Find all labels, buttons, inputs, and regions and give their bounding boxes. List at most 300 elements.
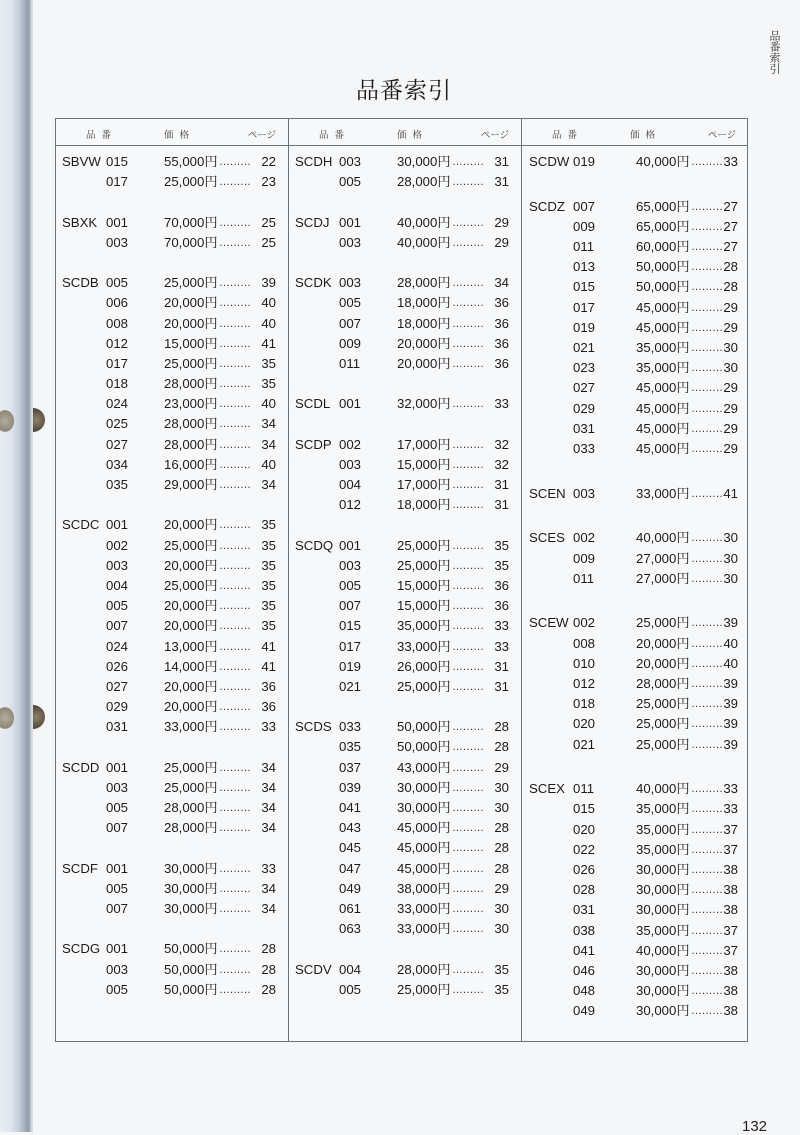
item-price: [164, 213, 218, 233]
index-entry: [522, 941, 748, 961]
item-number: 027: [573, 380, 596, 396]
item-price: [636, 941, 690, 961]
page-reference: 33: [261, 719, 276, 735]
page-reference: 34: [261, 880, 276, 896]
price-value: 28,000: [164, 820, 205, 836]
page-reference: 40: [261, 315, 276, 331]
dot-leader: ………: [452, 458, 484, 471]
index-entry: [289, 172, 521, 192]
currency-yen: 円: [676, 861, 690, 877]
price-value: 33,000: [397, 921, 438, 937]
page-reference: 28: [494, 739, 509, 755]
dot-leader: ………: [452, 479, 484, 491]
index-entry: [522, 1001, 748, 1021]
currency-yen: 円: [676, 380, 690, 396]
index-entry: [289, 273, 521, 293]
index-entry: [56, 455, 288, 475]
currency-yen: 円: [204, 477, 218, 492]
index-entry: [289, 616, 521, 636]
currency-yen: 円: [204, 355, 218, 371]
dot-leader: ………: [452, 600, 484, 613]
item-price: [397, 273, 451, 293]
dot-leader: ………: [219, 418, 251, 431]
page-reference: 33: [723, 801, 738, 817]
item-price: [636, 714, 690, 734]
currency-yen: 円: [676, 1003, 690, 1019]
currency-yen: 円: [437, 719, 451, 735]
item-number: 003: [106, 557, 129, 573]
index-entry: [289, 233, 521, 253]
item-number: 038: [573, 922, 596, 938]
item-price: [164, 899, 218, 919]
series-code: SCDF: [62, 860, 98, 876]
header-code: 品番: [86, 130, 118, 141]
item-price: [636, 298, 690, 318]
currency-yen: 円: [437, 961, 451, 977]
price-value: 30,000: [636, 902, 677, 918]
page-reference: 40: [261, 295, 276, 311]
dot-leader: ………: [691, 924, 723, 937]
item-price: [636, 358, 690, 378]
currency-yen: 円: [437, 355, 451, 371]
index-entry: [56, 697, 288, 717]
page-reference: 23: [261, 174, 276, 190]
dot-leader: ………: [691, 698, 723, 711]
index-entry: [522, 779, 748, 799]
page-reference: 29: [723, 299, 738, 315]
currency-yen: 円: [676, 299, 690, 315]
dot-leader: ………: [452, 660, 484, 673]
price-value: 28,000: [636, 675, 677, 691]
item-price: [636, 961, 690, 981]
price-value: 30,000: [397, 800, 438, 815]
page-reference: 28: [723, 279, 738, 295]
index-entry: [289, 980, 521, 1000]
price-value: 40,000: [397, 234, 438, 250]
price-value: 25,000: [164, 275, 205, 291]
price-value: 15,000: [397, 577, 438, 593]
price-value: 14,000: [164, 658, 205, 674]
index-entry: [522, 674, 748, 694]
item-price: [164, 515, 218, 535]
dot-leader: ………: [219, 156, 251, 168]
price-value: 35,000: [397, 618, 438, 634]
page-reference: 29: [494, 880, 509, 896]
currency-yen: 円: [437, 779, 451, 795]
currency-yen: 円: [437, 800, 451, 815]
currency-yen: 円: [204, 719, 218, 735]
price-value: 50,000: [397, 739, 438, 755]
currency-yen: 円: [204, 638, 218, 654]
currency-yen: 円: [437, 214, 451, 230]
price-value: 45,000: [397, 840, 438, 856]
page-reference: 35: [261, 517, 276, 533]
series-code: SCEW: [529, 615, 569, 631]
item-price: [164, 980, 218, 1000]
page-reference: 33: [723, 154, 738, 169]
index-entry: [522, 439, 748, 459]
index-entry: [289, 758, 521, 778]
index-entry: [522, 714, 748, 734]
item-number: 004: [339, 477, 362, 492]
index-entry: [522, 880, 748, 900]
dot-leader: ………: [452, 156, 484, 168]
item-number: 043: [339, 820, 362, 836]
dot-leader: ………: [219, 216, 251, 229]
page-reference: 29: [494, 759, 509, 775]
dot-leader: ………: [219, 963, 251, 976]
page-reference: 37: [723, 841, 738, 857]
dot-leader: ………: [452, 741, 484, 754]
side-index-tab[interactable]: 品番索引: [768, 30, 780, 74]
price-value: 28,000: [397, 174, 438, 190]
index-entry: [289, 818, 521, 838]
page-reference: 29: [723, 440, 738, 456]
currency-yen: 円: [437, 315, 451, 331]
dot-leader: ………: [691, 718, 723, 731]
currency-yen: 円: [676, 218, 690, 234]
index-entry: [289, 314, 521, 334]
currency-yen: 円: [204, 335, 218, 351]
item-number: 033: [339, 719, 362, 735]
dot-leader: ………: [219, 902, 251, 915]
item-number: 011: [339, 355, 361, 371]
dot-leader: ………: [452, 499, 484, 512]
index-entry: [56, 818, 288, 838]
group-spacer: [289, 515, 521, 535]
page-reference: 35: [261, 355, 276, 371]
part-number-index-table: [55, 118, 748, 1042]
item-price: [397, 172, 451, 192]
page-reference: 34: [261, 477, 276, 492]
price-value: 45,000: [397, 820, 438, 836]
price-value: 25,000: [164, 779, 205, 795]
currency-yen: 円: [204, 174, 218, 190]
page-reference: 35: [261, 618, 276, 634]
item-number: 007: [106, 900, 129, 916]
group-spacer: [56, 192, 288, 212]
page-reference: 40: [261, 456, 276, 472]
item-price: [397, 778, 451, 798]
dot-leader: ………: [691, 843, 723, 856]
item-price: [636, 528, 690, 548]
dot-leader: ………: [452, 963, 484, 976]
index-entry: [289, 596, 521, 616]
item-number: 003: [106, 234, 129, 250]
item-number: 011: [573, 570, 595, 586]
dot-leader: ………: [219, 398, 251, 411]
currency-yen: 円: [676, 440, 690, 456]
price-value: 15,000: [397, 456, 438, 472]
index-entry: [522, 378, 748, 398]
index-entry: [289, 657, 521, 677]
index-entry: [522, 799, 748, 819]
dot-leader: ………: [452, 640, 484, 653]
item-price: [397, 495, 451, 515]
price-value: 20,000: [636, 655, 677, 671]
item-number: 009: [573, 550, 596, 566]
price-value: 28,000: [164, 800, 205, 815]
group-spacer: [56, 838, 288, 858]
price-value: 25,000: [397, 981, 438, 997]
item-price: [636, 217, 690, 237]
item-price: [397, 838, 451, 858]
item-price: [636, 338, 690, 358]
page-reference: 38: [723, 861, 738, 877]
page-reference: 32: [494, 436, 509, 452]
page-reference: 29: [723, 420, 738, 436]
item-price: [636, 880, 690, 900]
dot-leader: ………: [219, 438, 251, 451]
item-number: 005: [106, 598, 129, 614]
item-price: [164, 657, 218, 677]
page-reference: 35: [494, 557, 509, 573]
dot-leader: ………: [691, 904, 723, 917]
index-entry: [56, 596, 288, 616]
currency-yen: 円: [676, 736, 690, 752]
series-code: SCDS: [295, 719, 332, 735]
item-number: 005: [339, 577, 362, 593]
index-entry: [522, 257, 748, 277]
index-entry: [289, 778, 521, 798]
index-entry: [522, 152, 748, 172]
dot-leader: ………: [452, 781, 484, 794]
page-reference: 38: [723, 962, 738, 978]
currency-yen: 円: [676, 400, 690, 416]
currency-yen: 円: [437, 234, 451, 250]
dot-leader: ………: [452, 398, 484, 411]
index-entry: [56, 939, 288, 959]
dot-leader: ………: [219, 236, 251, 249]
item-number: 012: [106, 335, 129, 351]
page-reference: 30: [494, 779, 509, 795]
dot-leader: ………: [219, 721, 251, 734]
page-reference: 28: [723, 259, 738, 275]
page-reference: 25: [261, 234, 276, 250]
item-price: [636, 197, 690, 217]
page-reference: 35: [494, 981, 509, 997]
currency-yen: 円: [676, 696, 690, 712]
price-value: 20,000: [397, 335, 438, 351]
item-number: 023: [573, 360, 596, 376]
item-number: 041: [339, 800, 362, 815]
group-spacer: [289, 374, 521, 394]
index-entry: [522, 338, 748, 358]
index-entry: [289, 737, 521, 757]
dot-leader: ………: [219, 701, 251, 714]
item-number: 031: [573, 902, 596, 918]
price-value: 50,000: [636, 259, 677, 275]
item-price: [397, 717, 451, 737]
dot-leader: ………: [219, 539, 251, 552]
currency-yen: 円: [437, 174, 451, 190]
item-number: 061: [339, 900, 362, 916]
group-spacer: [289, 253, 521, 273]
item-number: 003: [573, 485, 596, 501]
currency-yen: 円: [204, 658, 218, 674]
price-value: 38,000: [397, 880, 438, 896]
item-price: [397, 758, 451, 778]
price-value: 45,000: [397, 860, 438, 876]
currency-yen: 円: [437, 477, 451, 492]
page-reference: 39: [723, 615, 738, 631]
index-entry: [522, 419, 748, 439]
price-value: 25,000: [636, 716, 677, 732]
price-value: 25,000: [164, 355, 205, 371]
header-code: 品番: [552, 130, 584, 141]
dot-leader: ………: [219, 458, 251, 471]
series-code: SCDB: [62, 275, 99, 291]
item-price: [636, 921, 690, 941]
item-price: [636, 237, 690, 257]
index-entry: [56, 374, 288, 394]
item-number: 009: [339, 335, 362, 351]
item-price: [636, 419, 690, 439]
price-value: 15,000: [164, 335, 205, 351]
item-number: 024: [106, 638, 129, 654]
item-number: 031: [106, 719, 129, 735]
price-value: 30,000: [397, 779, 438, 795]
currency-yen: 円: [676, 360, 690, 376]
dot-leader: ………: [219, 620, 251, 633]
currency-yen: 円: [204, 699, 218, 715]
page-reference: 34: [261, 820, 276, 836]
item-price: [397, 293, 451, 313]
currency-yen: 円: [437, 335, 451, 351]
item-price: [397, 677, 451, 697]
item-number: 003: [106, 961, 129, 977]
currency-yen: 円: [676, 154, 690, 169]
item-price: [164, 394, 218, 414]
page-reference: 33: [494, 638, 509, 654]
index-entry: [56, 314, 288, 334]
item-number: 008: [106, 315, 129, 331]
index-entry: [289, 435, 521, 455]
page-reference: 36: [494, 355, 509, 371]
series-code: SCES: [529, 530, 565, 546]
currency-yen: 円: [437, 840, 451, 856]
item-number: 017: [106, 355, 129, 371]
price-value: 25,000: [397, 537, 438, 553]
currency-yen: 円: [676, 922, 690, 938]
item-number: 029: [106, 699, 129, 715]
index-entry: [56, 576, 288, 596]
index-entry: [289, 556, 521, 576]
item-number: 027: [106, 436, 129, 452]
currency-yen: 円: [676, 198, 690, 214]
series-code: SCDL: [295, 396, 331, 412]
price-value: 18,000: [397, 497, 438, 513]
currency-yen: 円: [437, 880, 451, 896]
item-number: 008: [573, 635, 596, 651]
dot-leader: ………: [219, 378, 251, 391]
dot-leader: ………: [691, 281, 723, 294]
currency-yen: 円: [437, 618, 451, 634]
dot-leader: ………: [452, 862, 484, 875]
currency-yen: 円: [204, 376, 218, 392]
page-reference: 41: [723, 485, 738, 501]
price-value: 50,000: [164, 941, 205, 957]
item-number: 046: [573, 962, 596, 978]
currency-yen: 円: [676, 983, 690, 999]
price-value: 45,000: [636, 319, 677, 335]
group-spacer: [56, 253, 288, 273]
item-price: [397, 596, 451, 616]
index-entry: [522, 981, 748, 1001]
item-number: 001: [339, 537, 362, 553]
item-price: [636, 674, 690, 694]
index-entry: [289, 717, 521, 737]
series-code: SCDK: [295, 275, 332, 291]
item-number: 003: [339, 456, 362, 472]
index-column-3: [522, 119, 748, 1041]
index-entry: [522, 237, 748, 257]
item-price: [397, 536, 451, 556]
item-price: [636, 634, 690, 654]
dot-leader: ………: [452, 176, 484, 189]
item-price: [164, 374, 218, 394]
group-spacer: [289, 414, 521, 434]
dot-leader: ………: [691, 677, 723, 690]
item-number: 004: [339, 961, 362, 977]
price-value: 20,000: [164, 295, 205, 311]
currency-yen: 円: [676, 259, 690, 275]
dot-leader: ………: [691, 342, 723, 354]
dot-leader: ………: [691, 863, 723, 876]
item-price: [164, 314, 218, 334]
price-value: 27,000: [636, 550, 677, 566]
item-number: 045: [339, 840, 362, 856]
item-number: 001: [106, 941, 129, 957]
item-number: 047: [339, 860, 362, 876]
item-price: [164, 556, 218, 576]
currency-yen: 円: [437, 921, 451, 937]
item-price: [164, 637, 218, 657]
price-value: 28,000: [397, 961, 438, 977]
price-value: 30,000: [397, 154, 438, 169]
item-price: [397, 394, 451, 414]
item-number: 003: [339, 557, 362, 573]
item-number: 020: [573, 716, 596, 732]
item-price: [164, 435, 218, 455]
dot-leader: ………: [691, 362, 723, 375]
index-entry: [522, 613, 748, 633]
currency-yen: 円: [676, 420, 690, 436]
item-price: [164, 576, 218, 596]
index-entry: [522, 900, 748, 920]
item-price: [164, 334, 218, 354]
price-value: 40,000: [636, 530, 677, 546]
dot-leader: ………: [219, 802, 251, 814]
index-entry: [56, 293, 288, 313]
group-spacer: [522, 504, 748, 529]
currency-yen: 円: [437, 598, 451, 614]
item-price: [397, 879, 451, 899]
dot-leader: ………: [691, 402, 723, 415]
group-spacer: [289, 192, 521, 212]
price-value: 30,000: [636, 1003, 677, 1019]
price-value: 20,000: [164, 557, 205, 573]
price-value: 20,000: [164, 699, 205, 715]
price-value: 40,000: [636, 942, 677, 958]
dot-leader: ………: [691, 803, 723, 816]
index-entry: [289, 879, 521, 899]
price-value: 33,000: [164, 719, 205, 735]
page-reference: 35: [261, 537, 276, 553]
index-entry: [522, 399, 748, 419]
item-price: [164, 616, 218, 636]
item-number: 049: [339, 880, 362, 896]
